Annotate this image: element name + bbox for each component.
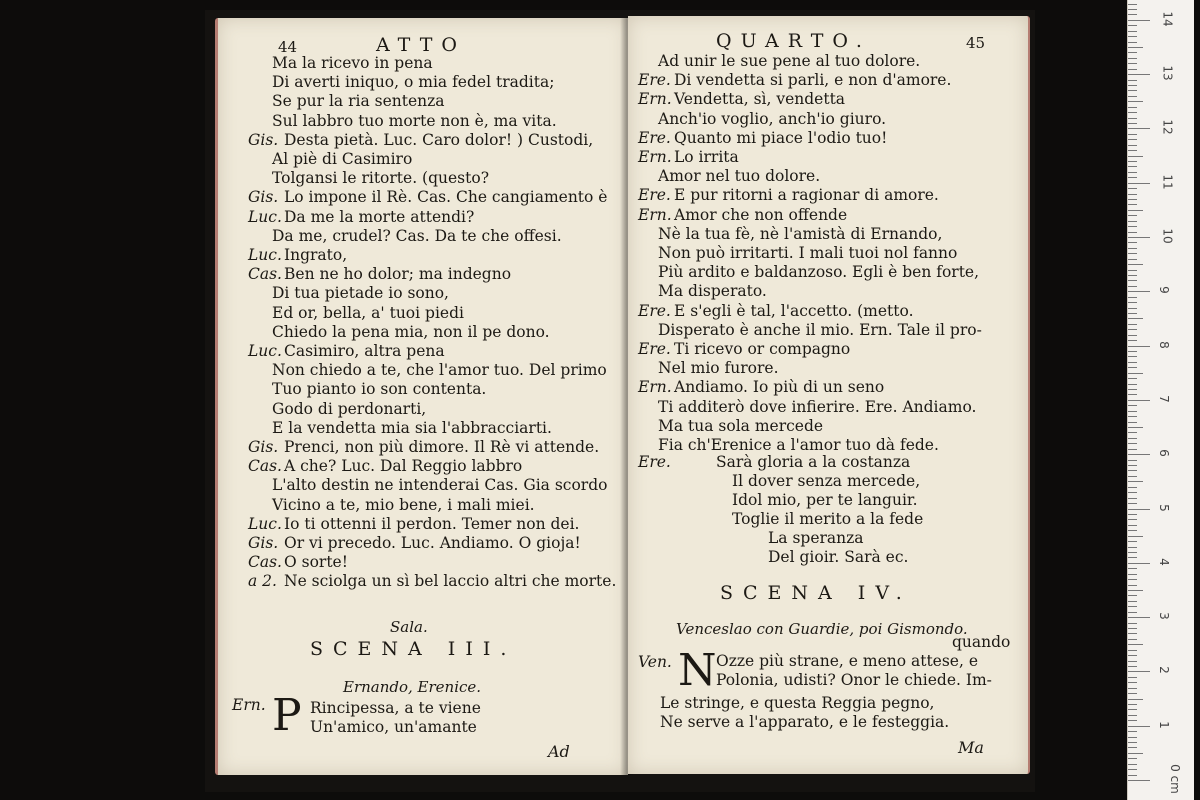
ruler-tick: [1128, 74, 1150, 75]
ruler-tick: [1128, 709, 1137, 710]
ruler-tick: [1128, 671, 1150, 672]
ruler-tick: [1128, 31, 1137, 32]
speaker-label: Gis.: [248, 130, 279, 149]
speaker-label: Gis.: [248, 438, 279, 456]
ruler-tick: [1128, 476, 1137, 477]
drop-cap-n: N: [678, 645, 717, 696]
ruler-tick: [1128, 215, 1137, 216]
text-line: Tuo pianto io son contenta.: [272, 380, 487, 399]
ruler-tick: [1128, 242, 1137, 243]
text-line: Godo di perdonarti,: [272, 399, 427, 418]
text-line: E la vendetta mia sia l'abbracciarti.: [272, 418, 552, 437]
ruler-tick: [1128, 633, 1137, 634]
text-line: A che? Luc. Dal Reggio labbro: [284, 457, 523, 476]
ruler-tick: [1128, 275, 1137, 276]
ruler-tick: [1128, 280, 1137, 281]
aria-line: Toglie il merito a la fede: [732, 510, 924, 528]
ruler-tick: [1128, 487, 1137, 488]
speaker-label: Luc.: [248, 514, 282, 533]
speaker-label: Ern.: [638, 90, 672, 109]
text-line: Vendetta, sì, vendetta: [674, 90, 846, 109]
speaker-label: Ern.: [638, 205, 672, 224]
aria-line: Sarà gloria a la costanza: [716, 453, 911, 471]
ruler-tick: [1128, 742, 1137, 743]
ruler-tick: [1128, 351, 1137, 352]
aria-line: La speranza: [768, 529, 864, 547]
ruler-tick: [1128, 14, 1137, 15]
text-line: Da me, crudel? Cas. Da te che offesi.: [272, 226, 562, 245]
ruler-tick: [1128, 552, 1137, 553]
text-line: Tolgansi le ritorte. (questo?: [272, 169, 490, 188]
ruler-tick: [1128, 769, 1137, 770]
line-after-dropcap-2: Un'amico, un'amante: [310, 718, 477, 736]
ruler-tick: [1128, 166, 1137, 167]
ruler-label: 4: [1156, 557, 1171, 566]
line-after-dropcap-n-1: Ozze più strane, e meno attese, e: [716, 652, 979, 670]
ruler-tick: [1128, 384, 1137, 385]
line-after-dropcap-n-2: Polonia, udisti? Onor le chiede. Im-: [716, 671, 992, 689]
ruler-tick: [1128, 720, 1137, 721]
speaker-label: Ere.: [638, 340, 671, 358]
text-line: E s'egli è tal, l'accetto. (metto.: [674, 301, 914, 320]
ruler-tick: [1128, 422, 1137, 423]
running-head-left: ATTO: [376, 34, 466, 56]
text-line: Quanto mi piace l'odio tuo!: [674, 128, 888, 147]
ruler-tick: [1128, 568, 1137, 569]
text-line: E pur ritorni a ragionar di amore.: [674, 186, 939, 205]
ruler-tick: [1128, 161, 1137, 162]
catchword-left: Ad: [548, 742, 570, 761]
ruler-tick: [1128, 69, 1137, 70]
ruler-tick: [1128, 666, 1137, 667]
ruler-tick: [1128, 172, 1137, 173]
ruler-tick: [1128, 764, 1137, 765]
ruler-tick: [1128, 601, 1137, 602]
ruler-tick: [1128, 644, 1143, 645]
ruler-tick: [1128, 411, 1137, 412]
ruler-tick: [1128, 503, 1137, 504]
text-line: Ma la ricevo in pena: [272, 54, 433, 72]
ruler-tick: [1128, 557, 1137, 558]
text-line: Da me la morte attendi?: [284, 207, 475, 226]
ruler-tick: [1128, 204, 1137, 205]
scene-title-iv: SCENA IV.: [720, 582, 912, 604]
ruler-tick: [1128, 606, 1137, 607]
speaker-label: a 2.: [248, 572, 277, 591]
aria-line: Del gioir. Sarà ec.: [768, 548, 909, 566]
ruler-tick: [1128, 139, 1137, 140]
ruler-label: 8: [1156, 340, 1171, 349]
ruler-tick: [1128, 699, 1143, 700]
ruler-tick: [1128, 58, 1137, 59]
speaker-label: Cas.: [248, 265, 282, 284]
ruler-tick: [1128, 232, 1137, 233]
ruler-tick: [1128, 465, 1137, 466]
speaker-label: Luc.: [248, 207, 282, 226]
ruler-tick: [1128, 324, 1137, 325]
speaker-label: Ere.: [638, 301, 671, 320]
ruler-tick: [1128, 628, 1137, 629]
ruler-tick: [1128, 498, 1137, 499]
ruler-tick: [1128, 264, 1143, 265]
speaker-label: Ern.: [638, 378, 672, 397]
ruler-tick: [1128, 96, 1137, 97]
text-line: Di vendetta si parli, e non d'amore.: [674, 71, 952, 90]
speaker-label: Cas.: [248, 553, 282, 572]
text-line: Andiamo. Io più di un seno: [674, 378, 885, 397]
ruler-tick: [1128, 90, 1137, 91]
speaker-ven: Ven.: [638, 653, 672, 671]
text-line: Amor nel tuo dolore.: [658, 167, 821, 186]
ruler-tick: [1128, 9, 1137, 10]
speaker-ern: Ern.: [232, 696, 266, 714]
line-after-dropcap-1: Rincipessa, a te viene: [310, 699, 481, 717]
aria-line: Il dover senza mercede,: [732, 472, 921, 490]
ruler-tick: [1128, 623, 1137, 624]
ruler-tick: [1128, 427, 1143, 428]
ruler-tick: [1128, 42, 1137, 43]
speaker-label: Cas.: [248, 457, 282, 476]
text-line: Lo irrita: [674, 148, 739, 166]
text-line: Ma disperato.: [658, 282, 767, 301]
ruler-tick: [1128, 688, 1137, 689]
quando-word: quando: [952, 633, 1011, 651]
text-line: Ma tua sola mercede: [658, 416, 824, 435]
speaker-label: Ere.: [638, 71, 671, 90]
ruler-tick: [1128, 481, 1143, 482]
ruler-tick: [1128, 297, 1137, 298]
text-line: Chiedo la pena mia, non il pe dono.: [272, 322, 550, 341]
scene-title-iii: SCENA III.: [310, 638, 517, 660]
ruler-tick: [1128, 758, 1137, 759]
ruler-tick: [1128, 438, 1137, 439]
ruler-tick: [1128, 340, 1137, 341]
ruler-tick: [1128, 237, 1150, 238]
ruler-tick: [1128, 188, 1137, 189]
ruler-tick: [1128, 259, 1137, 260]
text-line: Non chiedo a te, che l'amor tuo. Del primo: [272, 361, 607, 380]
ruler-tick: [1128, 308, 1137, 309]
ruler-tick: [1128, 362, 1137, 363]
text-line: Or vi precedo. Luc. Andiamo. O gioja!: [284, 534, 581, 552]
ruler-tick: [1128, 747, 1137, 748]
ruler-tick: [1128, 682, 1137, 683]
ruler-tick: [1128, 123, 1137, 124]
ruler-tick: [1128, 20, 1150, 21]
page-number-left: 44: [278, 38, 298, 56]
ruler-tick: [1128, 52, 1137, 53]
ruler-tick: [1128, 101, 1143, 102]
left-page: [215, 18, 628, 775]
ruler-tick: [1128, 313, 1137, 314]
ruler-tick: [1128, 107, 1137, 108]
speaker-label: Ere.: [638, 128, 671, 147]
ruler-label: 7: [1156, 395, 1171, 403]
text-line: Più ardito e baldanzoso. Egli è ben forte,: [658, 263, 980, 282]
text-line: Ne sciolga un sì bel laccio altri che morte.: [284, 572, 617, 591]
ruler-tick: [1128, 270, 1137, 271]
ruler-tick: [1128, 731, 1137, 732]
text-line: Disperato è anche il mio. Ern. Tale il pro-: [658, 320, 982, 339]
ruler-tick: [1128, 291, 1150, 292]
running-head-right: QUARTO.: [716, 30, 871, 52]
text-line: Sul labbro tuo morte non è, ma vita.: [272, 111, 557, 130]
ruler-tick: [1128, 595, 1137, 596]
ruler-tick: [1128, 541, 1137, 542]
text-line: Al piè di Casimiro: [272, 150, 413, 168]
speaker-label: Gis.: [248, 534, 279, 552]
ruler-tick: [1128, 775, 1137, 776]
ruler-tick: [1128, 335, 1137, 336]
ruler-tick: [1128, 302, 1137, 303]
ruler-tick: [1128, 346, 1150, 347]
text-line: Non può irritarti. I mali tuoi nol fanno: [658, 244, 958, 262]
ruler-tick: [1128, 134, 1137, 135]
ruler-tick: [1128, 4, 1137, 5]
ruler-tick: [1128, 80, 1137, 81]
ruler-tick: [1128, 726, 1150, 727]
text-line: Nel mio furore.: [658, 359, 779, 378]
ruler-tick: [1128, 145, 1137, 146]
text-line: Ad unir le sue pene al tuo dolore.: [658, 52, 921, 70]
ruler-tick: [1128, 416, 1137, 417]
ruler-tick: [1128, 36, 1137, 37]
location-label: Sala.: [390, 618, 428, 636]
text-line: Amor che non offende: [674, 205, 848, 224]
ruler-tick: [1128, 253, 1137, 254]
ruler-tick: [1128, 574, 1137, 575]
scene-characters-iv: Venceslao con Guardie, poi Gismondo.: [676, 620, 968, 638]
text-line: Se pur la ria sentenza: [272, 92, 445, 111]
ruler-tick: [1128, 492, 1137, 493]
ruler-tick: [1128, 367, 1137, 368]
ruler-label: 11: [1160, 174, 1175, 190]
ruler-tick: [1128, 454, 1150, 455]
ruler-tick: [1128, 194, 1137, 195]
text-line: Desta pietà. Luc. Caro dolor! ) Custodi,: [284, 130, 594, 149]
right-page: [628, 16, 1030, 774]
ruler-label: 1: [1156, 720, 1171, 729]
ruler-tick: [1128, 329, 1137, 330]
ruler-tick: [1128, 470, 1137, 471]
ruler-label: 12: [1160, 119, 1175, 136]
ruler-tick: [1128, 677, 1137, 678]
ruler-tick: [1128, 286, 1137, 287]
speaker-label: Ere.: [638, 186, 671, 205]
ruler-tick: [1128, 715, 1137, 716]
ruler-tick: [1128, 199, 1137, 200]
text-line: Ti additerò dove infierire. Ere. Andiamo.: [658, 397, 977, 416]
ruler-tick: [1128, 617, 1150, 618]
ruler-tick: [1128, 400, 1150, 401]
speaker-label: Luc.: [248, 246, 282, 264]
ruler-tick: [1128, 655, 1137, 656]
text-line: Anch'io voglio, anch'io giuro.: [658, 109, 887, 128]
ruler-label: 9: [1156, 286, 1171, 295]
speaker-label: Ern.: [638, 148, 672, 166]
ruler-tick: [1128, 85, 1137, 86]
ruler-tick: [1128, 177, 1137, 178]
text-line: Vicino a te, mio bene, i mali miei.: [272, 495, 535, 514]
text-line: Ed or, bella, a' tuoi piedi: [272, 303, 464, 322]
ruler-tick: [1128, 460, 1137, 461]
ruler-tick: [1128, 25, 1137, 26]
ruler-tick: [1128, 183, 1150, 184]
ruler-tick: [1128, 693, 1137, 694]
text-line: Di tua pietade io sono,: [272, 284, 449, 303]
ruler-tick: [1128, 405, 1137, 406]
text-line: Fia ch'Erenice a l'amor tuo dà fede.: [658, 436, 939, 454]
page-number-right: 45: [966, 34, 986, 52]
ruler-tick: [1128, 612, 1137, 613]
ruler-tick: [1128, 112, 1137, 113]
drop-cap-p: P: [272, 690, 302, 741]
ruler-label: 5: [1156, 503, 1171, 512]
text-line: Lo impone il Rè. Cas. Che cangiamento è: [284, 188, 608, 207]
catchword-right: Ma: [958, 738, 984, 757]
ruler-label: 6: [1156, 449, 1171, 458]
ruler-label: 3: [1156, 612, 1171, 620]
ruler-tick: [1128, 156, 1143, 157]
ruler-tick: [1128, 585, 1137, 586]
ruler-tick: [1128, 373, 1143, 374]
ruler-tick: [1128, 650, 1137, 651]
ruler-tick: [1128, 449, 1137, 450]
ruler-tick: [1128, 525, 1137, 526]
text-line: Ti ricevo or compagno: [674, 340, 851, 358]
ruler-tick: [1128, 128, 1150, 129]
speaker-label: Gis.: [248, 188, 279, 207]
line-cont-1: Le stringe, e questa Reggia pegno,: [660, 694, 935, 712]
text-line: O sorte!: [284, 553, 348, 572]
text-line: L'alto destin ne intenderai Cas. Gia scordo: [272, 476, 608, 495]
ruler-tick: [1128, 639, 1137, 640]
ruler-tick: [1128, 704, 1137, 705]
ruler-tick: [1128, 737, 1137, 738]
scene-characters-iii: Ernando, Erenice.: [343, 678, 482, 696]
ruler-tick: [1128, 378, 1137, 379]
ruler-tick: [1128, 780, 1150, 781]
ruler-tick: [1128, 432, 1137, 433]
ruler-tick: [1128, 210, 1143, 211]
text-line: Ben ne ho dolor; ma indegno: [284, 265, 512, 284]
aria-speaker: Ere.: [638, 453, 671, 471]
ruler-tick: [1128, 661, 1137, 662]
ruler-label: 14: [1160, 11, 1175, 27]
ruler-tick: [1128, 248, 1137, 249]
ruler-label: 0 cm: [1167, 764, 1182, 794]
ruler-tick: [1128, 226, 1137, 227]
text-line: Prenci, non più dimore. Il Rè vi attende.: [284, 438, 600, 456]
ruler-tick: [1128, 579, 1137, 580]
ruler-label: 10: [1160, 228, 1175, 244]
ruler-tick: [1128, 530, 1137, 531]
line-cont-2: Ne serve a l'apparato, e le festeggia.: [660, 713, 950, 731]
text-line: Ingrato,: [284, 246, 348, 264]
ruler-tick: [1128, 519, 1137, 520]
measurement-ruler: [1127, 0, 1194, 800]
text-line: Di averti iniquo, o mia fedel tradita;: [272, 73, 555, 92]
ruler-tick: [1128, 394, 1137, 395]
ruler-label: 2: [1156, 666, 1171, 675]
ruler-tick: [1128, 150, 1137, 151]
ruler-tick: [1128, 47, 1143, 48]
ruler-tick: [1128, 318, 1143, 319]
ruler-tick: [1128, 356, 1137, 357]
ruler-tick: [1128, 443, 1137, 444]
ruler-label: 13: [1160, 65, 1175, 81]
text-line: Casimiro, altra pena: [284, 342, 445, 360]
text-line: Io ti ottenni il perdon. Temer non dei.: [284, 514, 580, 533]
aria-line: Idol mio, per te languir.: [732, 491, 918, 509]
ruler-tick: [1128, 563, 1150, 564]
ruler-tick: [1128, 118, 1137, 119]
ruler-tick: [1128, 547, 1137, 548]
ruler-tick: [1128, 221, 1137, 222]
ruler-tick: [1128, 509, 1150, 510]
ruler-tick: [1128, 536, 1143, 537]
ruler-tick: [1128, 389, 1137, 390]
ruler-tick: [1128, 590, 1143, 591]
ruler-tick: [1128, 514, 1137, 515]
speaker-label: Luc.: [248, 342, 282, 360]
ruler-tick: [1128, 753, 1143, 754]
text-line: Nè la tua fè, nè l'amistà di Ernando,: [658, 224, 943, 243]
ruler-tick: [1128, 63, 1137, 64]
